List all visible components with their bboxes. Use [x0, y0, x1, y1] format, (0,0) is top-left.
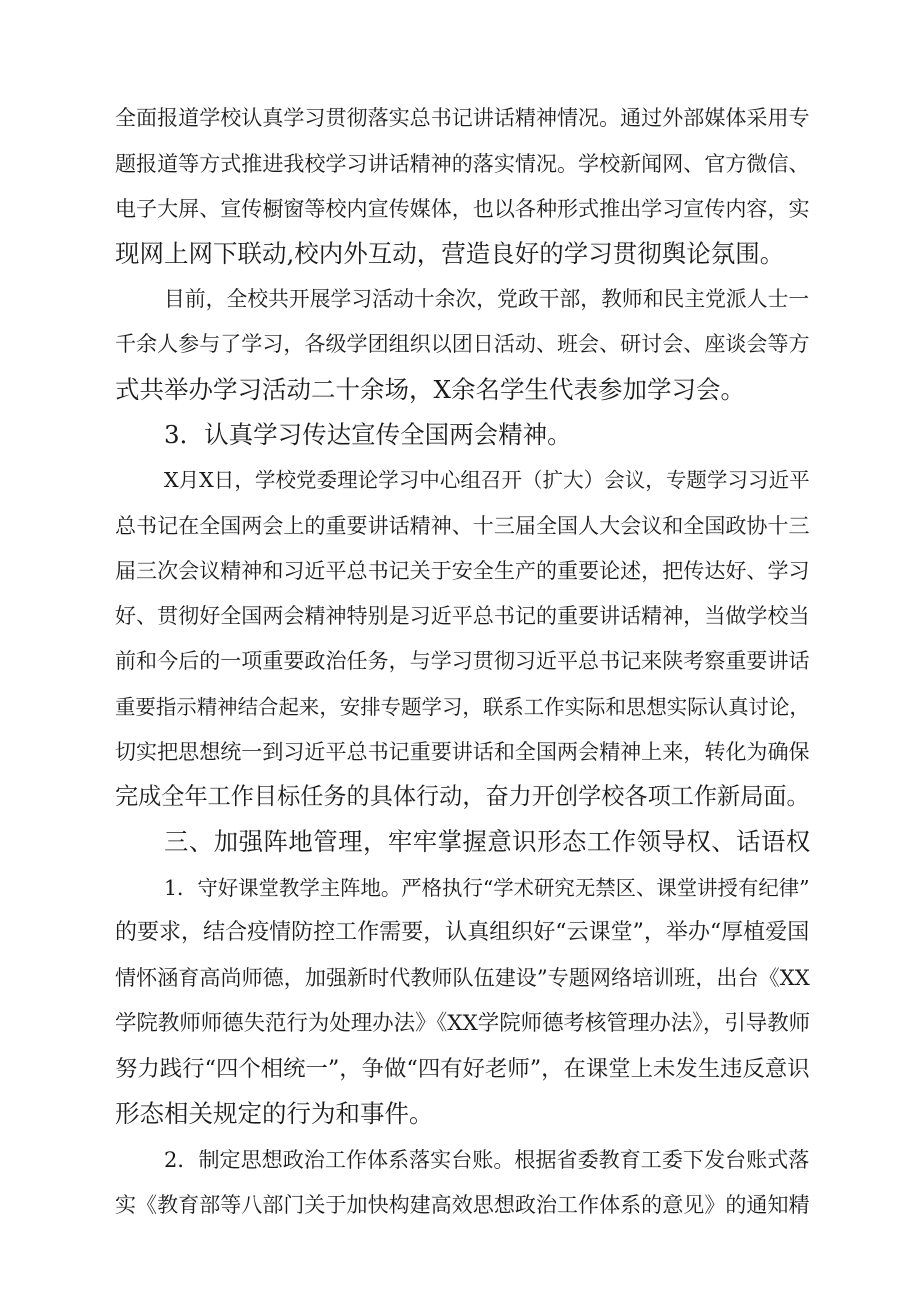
text-line: 现网上网下联动,校内外互动，营造良好的学习贯彻舆论氛围。: [115, 239, 785, 268]
text-line: 努力践行“四个相统一”，争做“四有好老师”，在课堂上未发生违反意识: [115, 1056, 810, 1082]
text-line: 重要指示精神结合起来，安排专题学习，联系工作实际和思想实际认真讨论，: [115, 695, 810, 719]
text-line: 电子大屏、宣传橱窗等校内宣传媒体，也以各种形式推出学习宣传内容，实: [115, 196, 810, 221]
text-line: X月X日，学校党委理论学习中心组召开（扩大）会议，专题学习习近平: [164, 468, 810, 492]
text-line: 的要求，结合疫情防控工作需要，认真组织好“云课堂”，举办“厚植爱国: [115, 920, 810, 945]
text-line: 总书记在全国两会上的重要讲话精神、十三届全国人大会议和全国政协十三: [115, 513, 810, 538]
text-line: 形态相关规定的行为和事件。: [115, 1099, 434, 1128]
text-line: 实《教育部等八部门关于加快构建高效思想政治工作体系的意见》的通知精: [115, 1192, 810, 1217]
text-line: 情怀涵育高尚师德，加强新时代教师队伍建设”专题网络培训班，出台《XX: [115, 965, 810, 990]
text-line: 式共举办学习活动二十余场，X余名学生代表参加学习会。: [115, 375, 745, 404]
text-line: 完成全年工作目标任务的具体行动，奋力开创学校各项工作新局面。: [115, 783, 810, 810]
text-line: 全面报道学校认真学习贯彻落实总书记讲话精神情况。通过外部媒体采用专: [115, 105, 810, 130]
text-line: 前和今后的一项重要政治任务，与学习贯彻习近平总书记来陕考察重要讲话: [115, 648, 810, 673]
text-line: 3．认真学习传达宣传全国两会精神。: [164, 420, 572, 449]
text-line: 题报道等方式推进我校学习讲话精神的落实情况。学校新闻网、官方微信、: [115, 151, 810, 176]
text-line: 学院教师师德失范行为处理办法》《XX学院师德考核管理办法》，引导教师: [115, 1011, 811, 1036]
text-line: 目前，全校共开展学习活动十余次，党政干部，教师和民主党派人士一: [164, 287, 810, 311]
text-line: 切实把思想统一到习近平总书记重要讲话和全国两会精神上来，转化为确保: [115, 739, 810, 764]
text-line: 2．制定思想政治工作体系落实台账。根据省委教育工委下发台账式落: [164, 1147, 810, 1172]
text-line: 好、贯彻好全国两会精神特别是习近平总书记的重要讲话精神，当做学校当: [115, 603, 810, 628]
section-heading: 三、加强阵地管理，牢牢掌握意识形态工作领导权、话语权: [164, 827, 811, 856]
text-line: 千余人参与了学习，各级学团组织以团日活动、班会、研讨会、座谈会等方: [115, 331, 810, 356]
text-line: 1．守好课堂教学主阵地。严格执行“学术研究无禁区、课堂讲授有纪律”: [164, 876, 810, 900]
text-line: 届三次会议精神和习近平总书记关于安全生产的重要论述，把传达好、学习: [115, 558, 810, 583]
